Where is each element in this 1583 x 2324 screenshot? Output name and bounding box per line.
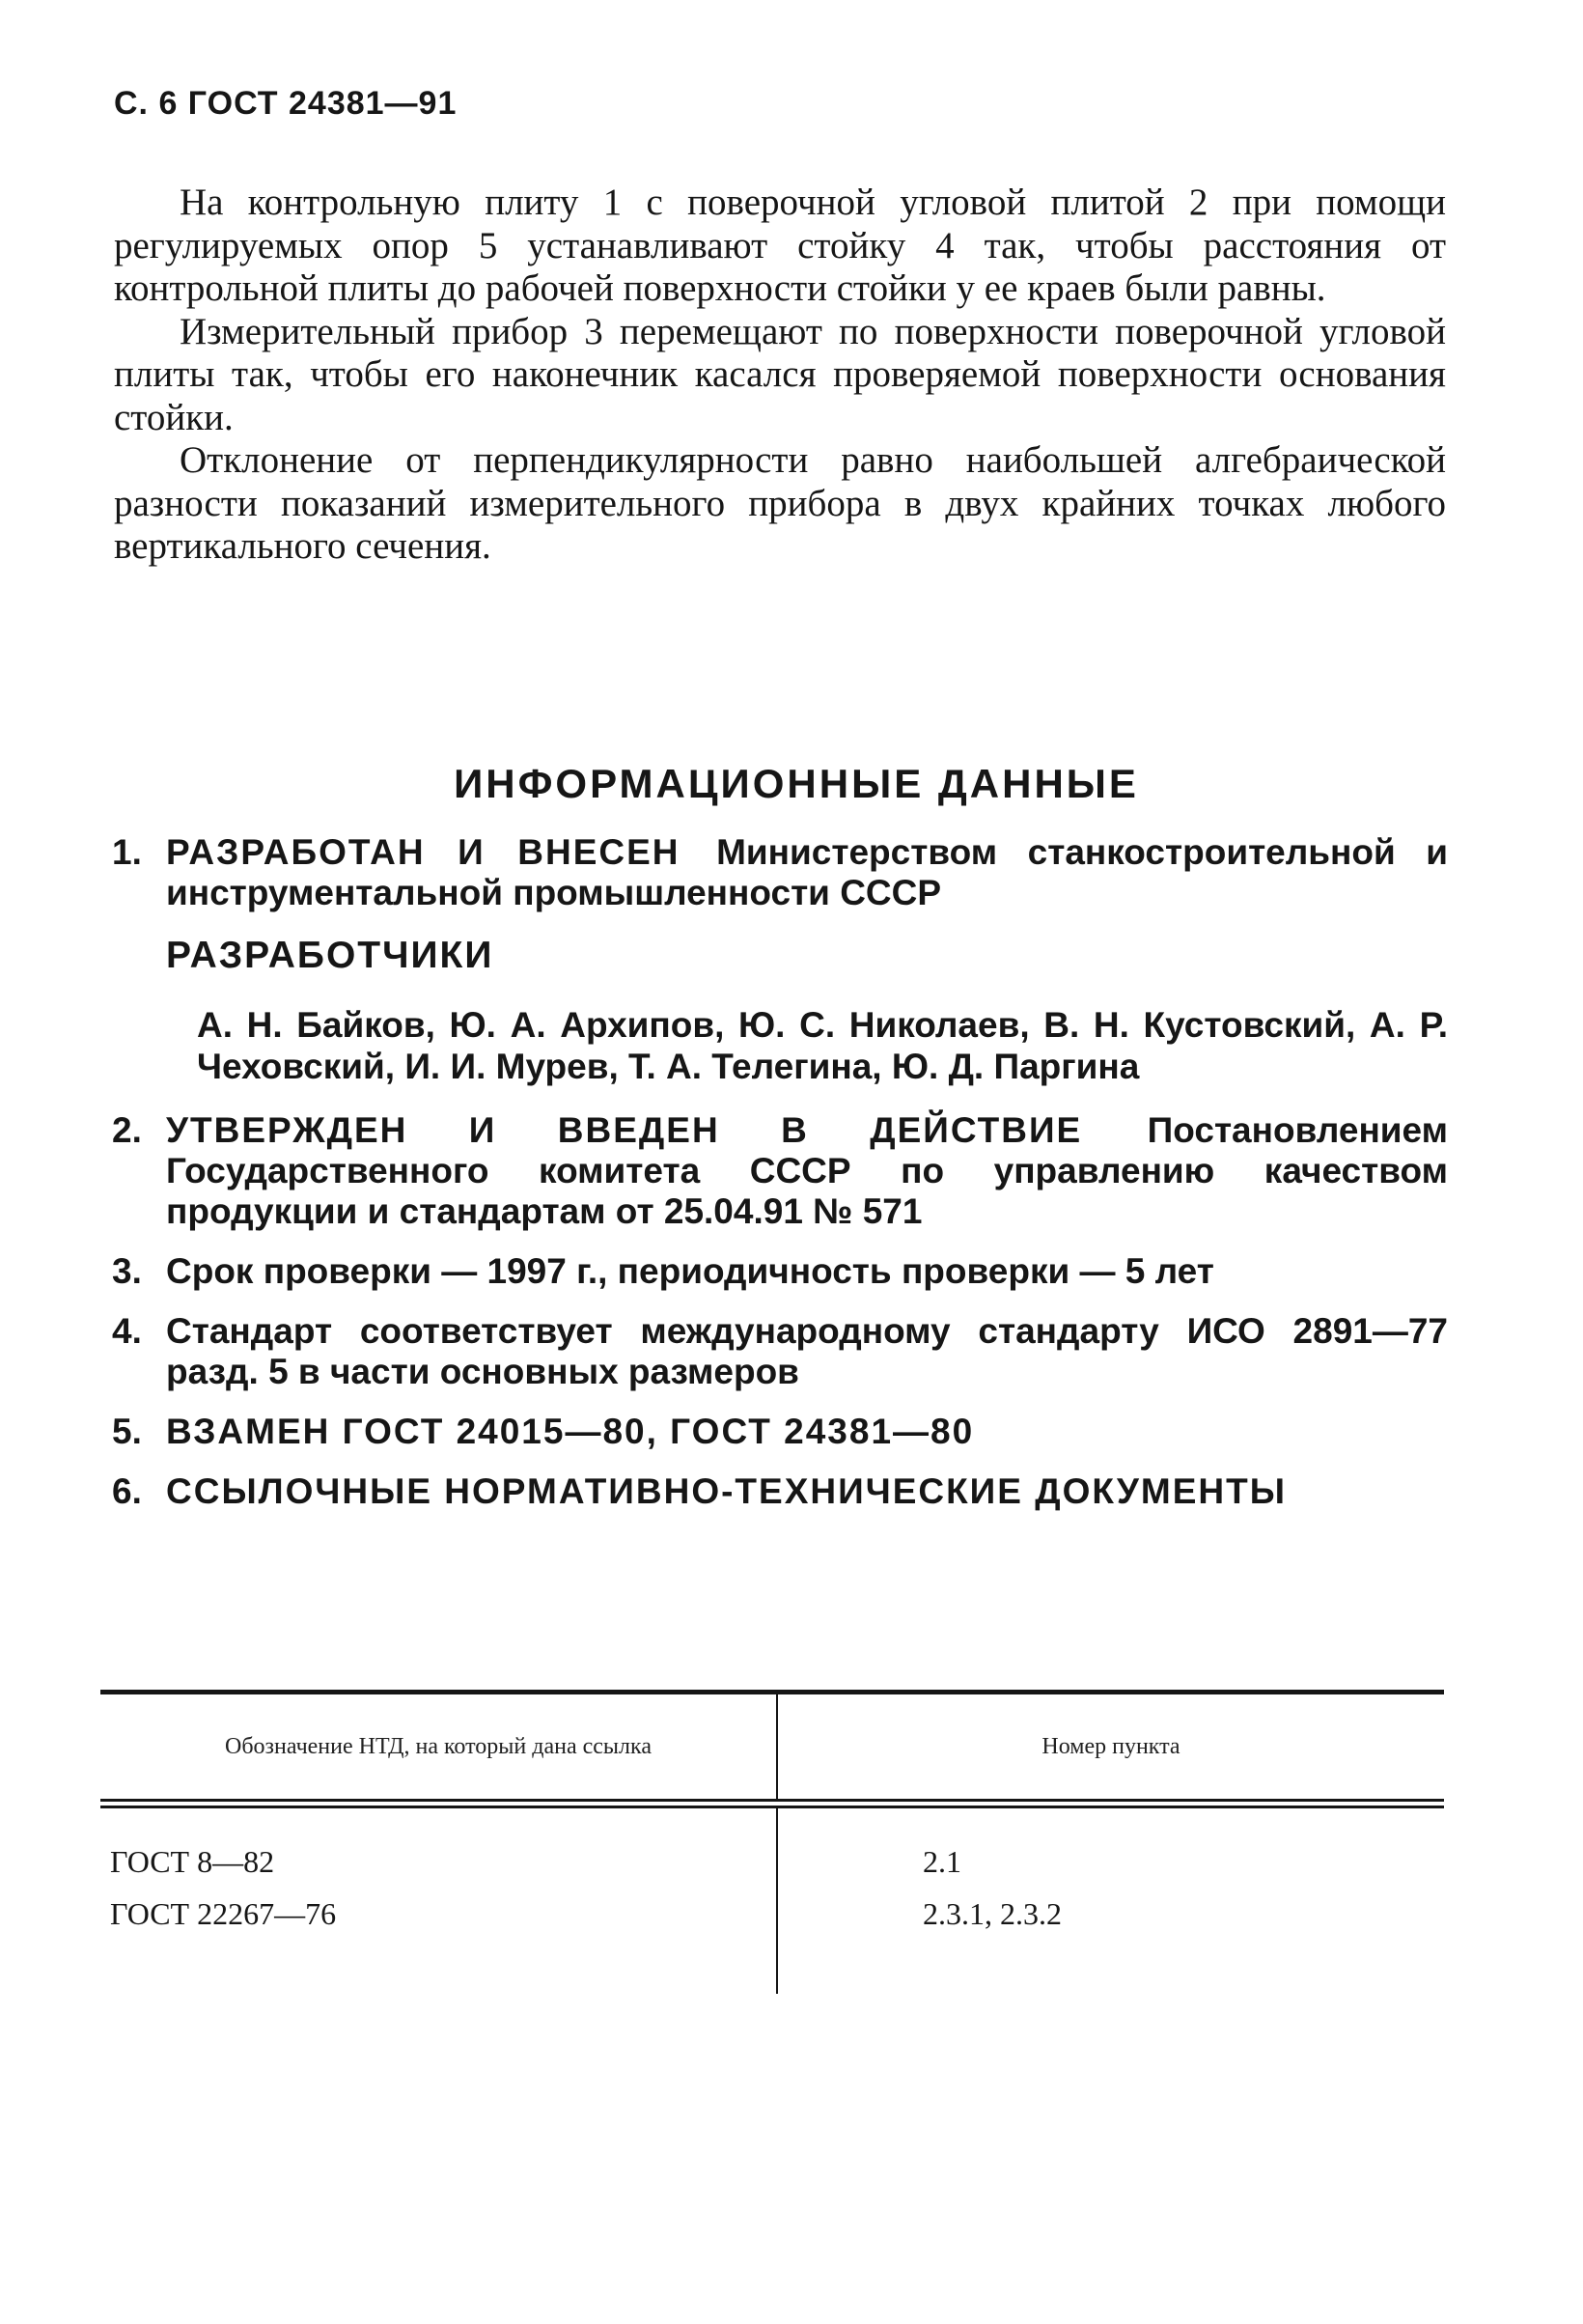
item-number: 6. xyxy=(112,1471,142,1511)
info-item-4 xyxy=(106,1311,1448,1392)
developers-list: А. Н. Байков, Ю. А. Архипов, Ю. С. Николаев, В. Н. Кустовский, А. Р. Чеховский, И. И. Мурев, Т. А. Телегина, Ю. Д. Паргина xyxy=(197,1005,1448,1086)
cell-clause: 2.3.1, 2.3.2 xyxy=(923,1896,1062,1931)
method-paragraph: Измерительный прибор 3 перемещают по поверхности поверочной угловой плиты так, чтобы его наконечник касался проверяемой поверхности основания стойки. xyxy=(114,310,1446,438)
item-text: Постановлением Государственного комитета СССР по управлению качеством продукции и стандартам от 25.04.91 № 571 xyxy=(166,1110,1448,1231)
running-head: С. 6 ГОСТ 24381—91 xyxy=(114,85,458,122)
item-caps: ВЗАМЕН ГОСТ 24015—80, ГОСТ 24381—80 xyxy=(166,1412,975,1451)
cell-designation: ГОСТ 22267—76 xyxy=(110,1896,337,1931)
table-row xyxy=(100,1835,1444,1888)
method-paragraph: Отклонение от перпендикулярности равно наибольшей алгебраической разности показаний измерительного прибора в двух крайних точках любого вертикального сечения. xyxy=(114,439,1446,567)
item-number: 4. xyxy=(112,1311,142,1351)
header-clause: Номер пункта xyxy=(1041,1734,1180,1759)
info-title: ИНФОРМАЦИОННЫЕ ДАННЫЕ xyxy=(454,761,1139,806)
item-number: 5. xyxy=(112,1412,142,1451)
table-tail xyxy=(100,1940,1444,1994)
item-text: Стандарт соответствует международному стандарту ИСО 2891—77 разд. 5 в части основных размеров xyxy=(166,1311,1448,1391)
cell-designation: ГОСТ 8—82 xyxy=(110,1844,275,1879)
table-header-row xyxy=(100,1694,1444,1799)
item-number: 1. xyxy=(112,832,142,872)
info-item-3 xyxy=(106,1251,1448,1292)
info-item-1 xyxy=(106,832,1448,913)
cell-clause: 2.1 xyxy=(923,1844,961,1879)
item-caps: РАЗРАБОТАН И ВНЕСЕН xyxy=(166,832,680,872)
table-spacer xyxy=(100,1808,1444,1835)
method-paragraph: На контрольную плиту 1 с поверочной угловой плитой 2 при помощи регулируемых опор 5 устанавливают стойку 4 так, чтобы расстояния от контрольной плиты до рабочей поверхности стойки у ее краев были равны. xyxy=(114,182,1446,309)
item-number: 3. xyxy=(112,1251,142,1291)
item-caps: ССЫЛОЧНЫЕ НОРМАТИВНО-ТЕХНИЧЕСКИЕ ДОКУМЕНТЫ xyxy=(166,1471,1287,1511)
info-item-5 xyxy=(106,1412,1448,1452)
item-caps: УТВЕРЖДЕН И ВВЕДЕН В ДЕЙСТВИЕ xyxy=(166,1110,1083,1150)
method-text xyxy=(114,182,1446,569)
header-designation: Обозначение НТД, на который дана ссылка xyxy=(225,1734,652,1759)
info-item-2 xyxy=(106,1110,1448,1232)
reference-table xyxy=(100,1690,1444,1994)
info-item-6 xyxy=(106,1471,1448,1512)
item-text: Министерством станкостроительной и инструментальной промышленности СССР xyxy=(166,832,1449,912)
developers-heading: РАЗРАБОТЧИКИ xyxy=(166,935,494,976)
info-section xyxy=(106,761,1448,1531)
item-text: Срок проверки — 1997 г., периодичность проверки — 5 лет xyxy=(166,1251,1214,1291)
table-row xyxy=(100,1888,1444,1940)
item-number: 2. xyxy=(112,1110,142,1150)
table-header-rule xyxy=(100,1799,1444,1808)
